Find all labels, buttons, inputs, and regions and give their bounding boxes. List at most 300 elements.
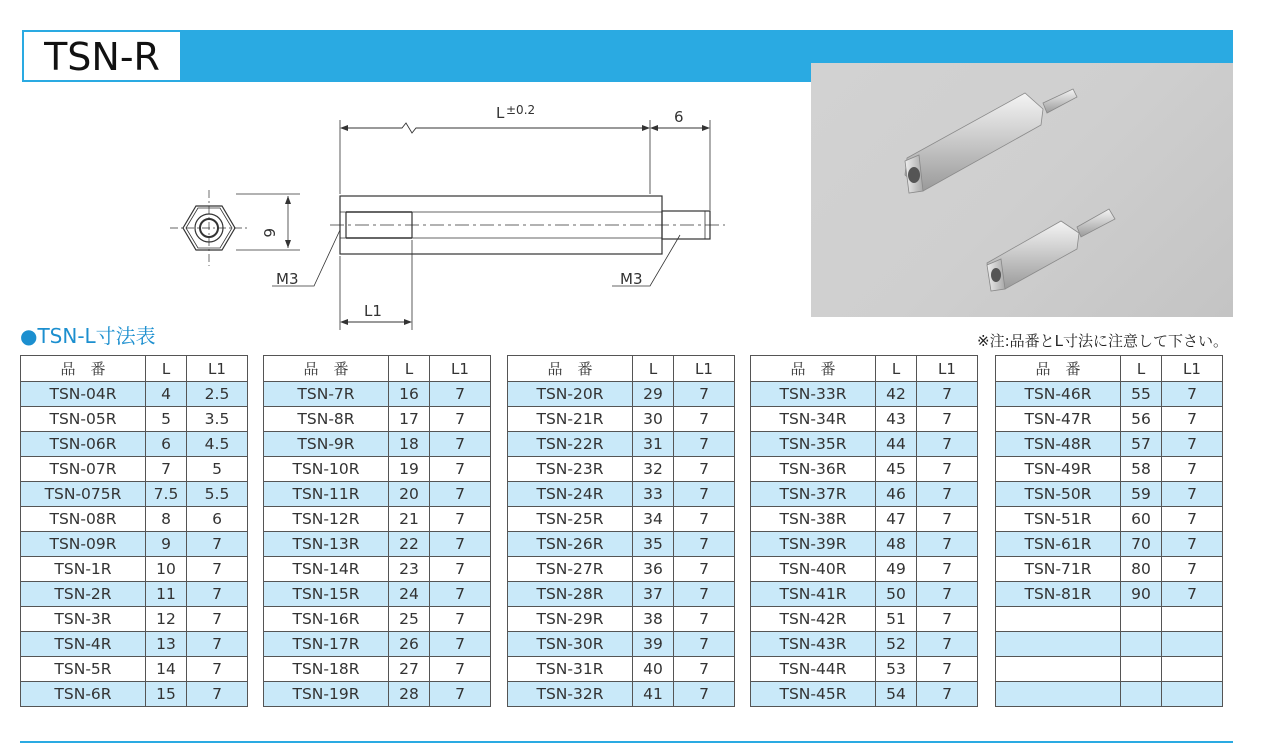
L-cell: 50: [876, 582, 917, 607]
L1-cell: [1162, 632, 1223, 657]
L1-cell: 7: [674, 432, 735, 457]
part-number-cell: TSN-61R: [996, 532, 1121, 557]
table-row: [751, 432, 978, 457]
part-number-cell: TSN-27R: [508, 557, 633, 582]
header-L1: L1: [674, 356, 735, 382]
part-number-cell: TSN-11R: [264, 482, 389, 507]
part-number-cell: TSN-36R: [751, 457, 876, 482]
m3-label-right: M3: [620, 270, 643, 288]
L1-cell: [1162, 682, 1223, 707]
part-number-cell: TSN-37R: [751, 482, 876, 507]
part-number-cell: TSN-12R: [264, 507, 389, 532]
part-number-cell: TSN-09R: [21, 532, 146, 557]
part-number-cell: TSN-7R: [264, 382, 389, 407]
L-cell: 53: [876, 657, 917, 682]
L1-cell: 7: [674, 482, 735, 507]
part-number-cell: TSN-17R: [264, 632, 389, 657]
table-header-row: [996, 356, 1223, 382]
table-row: [996, 682, 1223, 707]
part-number-cell: TSN-9R: [264, 432, 389, 457]
L-cell: 70: [1121, 532, 1162, 557]
L-cell: 12: [146, 607, 187, 632]
part-number-cell: TSN-20R: [508, 382, 633, 407]
L1-cell: 7: [917, 482, 978, 507]
table-row: [21, 632, 248, 657]
L-cell: 58: [1121, 457, 1162, 482]
L-cell: [1121, 657, 1162, 682]
part-number-cell: TSN-34R: [751, 407, 876, 432]
bottom-rule: [20, 741, 1233, 743]
L-cell: 14: [146, 657, 187, 682]
product-photo: [811, 63, 1233, 317]
part-number-cell: TSN-45R: [751, 682, 876, 707]
L1-cell: 7: [917, 507, 978, 532]
table-row: [264, 632, 491, 657]
L1-cell: 7: [430, 582, 491, 607]
part-number-cell: TSN-40R: [751, 557, 876, 582]
L1-cell: 7: [674, 457, 735, 482]
part-number-cell: TSN-18R: [264, 657, 389, 682]
header-L: L: [633, 356, 674, 382]
L1-cell: 5: [187, 457, 248, 482]
L1-cell: 7: [1162, 582, 1223, 607]
part-number-cell: [996, 607, 1121, 632]
L-cell: [1121, 682, 1162, 707]
table-row: [21, 457, 248, 482]
part-number-cell: TSN-22R: [508, 432, 633, 457]
L-cell: 13: [146, 632, 187, 657]
L1-cell: 6: [187, 507, 248, 532]
part-number-cell: TSN-13R: [264, 532, 389, 557]
L-cell: 57: [1121, 432, 1162, 457]
part-number-cell: TSN-33R: [751, 382, 876, 407]
L-cell: 30: [633, 407, 674, 432]
L-cell: 35: [633, 532, 674, 557]
part-number-cell: TSN-43R: [751, 632, 876, 657]
dim-label-L1: L1: [364, 302, 382, 320]
L1-cell: 7: [187, 607, 248, 632]
L1-cell: 7: [674, 682, 735, 707]
dim-label-6-side: 6: [260, 228, 278, 238]
table-row: [21, 682, 248, 707]
L-cell: 7: [146, 457, 187, 482]
dimension-table-5: [995, 355, 1223, 707]
L-cell: 46: [876, 482, 917, 507]
L1-cell: 7: [1162, 507, 1223, 532]
part-number-cell: TSN-24R: [508, 482, 633, 507]
section-heading: ●TSN-L寸法表: [20, 324, 156, 348]
L1-cell: 7: [430, 432, 491, 457]
table-row: [508, 532, 735, 557]
L1-cell: 7: [187, 632, 248, 657]
part-number-cell: TSN-26R: [508, 532, 633, 557]
table-row: [264, 457, 491, 482]
L-cell: 7.5: [146, 482, 187, 507]
header-L: L: [389, 356, 430, 382]
table-row: [264, 682, 491, 707]
caution-note: ※注:品番とL寸法に注意して下さい。: [977, 332, 1228, 350]
page-title: TSN-R: [22, 30, 182, 82]
table-row: [996, 482, 1223, 507]
spacer-large-image: [905, 89, 1077, 193]
table-row: [21, 432, 248, 457]
part-number-cell: TSN-28R: [508, 582, 633, 607]
part-number-cell: TSN-81R: [996, 582, 1121, 607]
table-row: [996, 507, 1223, 532]
table-row: [508, 657, 735, 682]
part-number-cell: TSN-44R: [751, 657, 876, 682]
dim-label-L: L: [496, 104, 505, 122]
table-row: [21, 382, 248, 407]
L-cell: 41: [633, 682, 674, 707]
L1-cell: [1162, 607, 1223, 632]
table-row: [21, 482, 248, 507]
dimension-table-1: [20, 355, 248, 707]
part-number-cell: TSN-10R: [264, 457, 389, 482]
L1-cell: 7: [430, 607, 491, 632]
table-row: [751, 682, 978, 707]
L1-cell: 7: [674, 582, 735, 607]
table-row: [508, 507, 735, 532]
L1-cell: 7: [430, 682, 491, 707]
table-row: [264, 482, 491, 507]
L-cell: 60: [1121, 507, 1162, 532]
table-row: [996, 557, 1223, 582]
L-cell: 34: [633, 507, 674, 532]
L-cell: 15: [146, 682, 187, 707]
table-row: [21, 657, 248, 682]
table-header-row: [508, 356, 735, 382]
header-L: L: [1121, 356, 1162, 382]
part-number-cell: TSN-6R: [21, 682, 146, 707]
L1-cell: 7: [917, 657, 978, 682]
part-number-cell: TSN-15R: [264, 582, 389, 607]
L1-cell: 7: [674, 607, 735, 632]
table-row: [264, 532, 491, 557]
L-cell: 40: [633, 657, 674, 682]
table-row: [996, 382, 1223, 407]
header-L1: L1: [917, 356, 978, 382]
L1-cell: 7: [917, 632, 978, 657]
part-number-cell: TSN-71R: [996, 557, 1121, 582]
L1-cell: 7: [674, 557, 735, 582]
dimension-drawing: [150, 100, 750, 340]
L-cell: 26: [389, 632, 430, 657]
header-L1: L1: [430, 356, 491, 382]
L1-cell: 7: [674, 407, 735, 432]
L1-cell: 7: [430, 457, 491, 482]
header-part-number: 品 番: [21, 356, 146, 382]
L-cell: 36: [633, 557, 674, 582]
L1-cell: 7: [430, 532, 491, 557]
L-cell: 6: [146, 432, 187, 457]
L-cell: 55: [1121, 382, 1162, 407]
table-row: [996, 657, 1223, 682]
part-number-cell: [996, 657, 1121, 682]
L1-cell: 7: [674, 382, 735, 407]
table-row: [508, 557, 735, 582]
L1-cell: 7: [917, 532, 978, 557]
L-cell: 27: [389, 657, 430, 682]
part-number-cell: TSN-08R: [21, 507, 146, 532]
L1-cell: 7: [1162, 407, 1223, 432]
part-number-cell: TSN-39R: [751, 532, 876, 557]
L-cell: 22: [389, 532, 430, 557]
part-number-cell: TSN-47R: [996, 407, 1121, 432]
part-number-cell: TSN-31R: [508, 657, 633, 682]
L-cell: 52: [876, 632, 917, 657]
L1-cell: 7: [187, 582, 248, 607]
table-row: [996, 532, 1223, 557]
L1-cell: 7: [674, 632, 735, 657]
table-row: [21, 407, 248, 432]
part-number-cell: TSN-14R: [264, 557, 389, 582]
part-number-cell: TSN-32R: [508, 682, 633, 707]
table-row: [508, 407, 735, 432]
table-row: [508, 682, 735, 707]
L-cell: 56: [1121, 407, 1162, 432]
table-header-row: [264, 356, 491, 382]
table-row: [996, 457, 1223, 482]
table-row: [508, 382, 735, 407]
part-number-cell: TSN-8R: [264, 407, 389, 432]
table-row: [21, 507, 248, 532]
L-cell: 32: [633, 457, 674, 482]
part-number-cell: TSN-21R: [508, 407, 633, 432]
part-number-cell: TSN-04R: [21, 382, 146, 407]
table-row: [508, 457, 735, 482]
table-row: [751, 607, 978, 632]
dim-label-6-top: 6: [674, 108, 684, 126]
L1-cell: [1162, 657, 1223, 682]
L-cell: 24: [389, 582, 430, 607]
part-number-cell: TSN-3R: [21, 607, 146, 632]
L-cell: 4: [146, 382, 187, 407]
L1-cell: 7: [430, 407, 491, 432]
table-row: [996, 432, 1223, 457]
dimension-table-2: [263, 355, 491, 707]
L-cell: 48: [876, 532, 917, 557]
L1-cell: 7: [1162, 482, 1223, 507]
L1-cell: 7: [917, 457, 978, 482]
L-cell: 51: [876, 607, 917, 632]
L1-cell: 7: [430, 632, 491, 657]
part-number-cell: TSN-06R: [21, 432, 146, 457]
part-number-cell: TSN-51R: [996, 507, 1121, 532]
L1-cell: 7: [1162, 432, 1223, 457]
header-L1: L1: [187, 356, 248, 382]
m3-label-left: M3: [276, 270, 299, 288]
table-row: [264, 507, 491, 532]
L1-cell: 2.5: [187, 382, 248, 407]
table-row: [264, 557, 491, 582]
table-row: [751, 382, 978, 407]
L1-cell: 4.5: [187, 432, 248, 457]
L1-cell: 7: [917, 432, 978, 457]
table-row: [996, 607, 1223, 632]
header-part-number: 品 番: [751, 356, 876, 382]
table-row: [508, 582, 735, 607]
table-row: [264, 407, 491, 432]
table-row: [996, 632, 1223, 657]
L1-cell: 7: [1162, 532, 1223, 557]
L-cell: 31: [633, 432, 674, 457]
table-row: [264, 582, 491, 607]
part-number-cell: TSN-19R: [264, 682, 389, 707]
part-number-cell: TSN-2R: [21, 582, 146, 607]
L-cell: 43: [876, 407, 917, 432]
L1-cell: 7: [430, 507, 491, 532]
part-number-cell: TSN-5R: [21, 657, 146, 682]
L1-cell: 7: [187, 557, 248, 582]
L1-cell: 7: [917, 582, 978, 607]
part-number-cell: TSN-23R: [508, 457, 633, 482]
part-number-cell: TSN-48R: [996, 432, 1121, 457]
L-cell: 37: [633, 582, 674, 607]
dim-label-tolerance: ±0.2: [506, 103, 536, 117]
table-row: [21, 532, 248, 557]
table-row: [751, 582, 978, 607]
table-row: [264, 432, 491, 457]
part-number-cell: TSN-1R: [21, 557, 146, 582]
L-cell: 42: [876, 382, 917, 407]
L1-cell: 7: [917, 682, 978, 707]
L1-cell: 7: [674, 507, 735, 532]
L-cell: 45: [876, 457, 917, 482]
header-L: L: [146, 356, 187, 382]
L-cell: 28: [389, 682, 430, 707]
part-number-cell: TSN-25R: [508, 507, 633, 532]
L1-cell: 7: [430, 482, 491, 507]
part-number-cell: TSN-46R: [996, 382, 1121, 407]
L-cell: 19: [389, 457, 430, 482]
dimension-table-4: [750, 355, 978, 707]
part-number-cell: TSN-50R: [996, 482, 1121, 507]
table-row: [21, 582, 248, 607]
table-row: [508, 482, 735, 507]
L-cell: 44: [876, 432, 917, 457]
L-cell: [1121, 607, 1162, 632]
dimension-table-3: [507, 355, 735, 707]
L1-cell: 7: [430, 557, 491, 582]
L1-cell: 7: [917, 382, 978, 407]
L-cell: [1121, 632, 1162, 657]
L-cell: 18: [389, 432, 430, 457]
header-part-number: 品 番: [508, 356, 633, 382]
L1-cell: 7: [917, 407, 978, 432]
part-number-cell: [996, 682, 1121, 707]
L1-cell: 7: [1162, 557, 1223, 582]
table-header-row: [751, 356, 978, 382]
header-L1: L1: [1162, 356, 1223, 382]
header-part-number: 品 番: [264, 356, 389, 382]
L1-cell: 7: [917, 557, 978, 582]
table-row: [751, 457, 978, 482]
L-cell: 54: [876, 682, 917, 707]
part-number-cell: TSN-42R: [751, 607, 876, 632]
part-number-cell: TSN-41R: [751, 582, 876, 607]
part-number-cell: [996, 632, 1121, 657]
table-row: [508, 432, 735, 457]
table-row: [751, 657, 978, 682]
L1-cell: 7: [674, 532, 735, 557]
part-number-cell: TSN-29R: [508, 607, 633, 632]
L1-cell: 7: [917, 607, 978, 632]
part-number-cell: TSN-075R: [21, 482, 146, 507]
table-row: [508, 607, 735, 632]
L-cell: 33: [633, 482, 674, 507]
spacer-small-image: [987, 209, 1115, 291]
L-cell: 10: [146, 557, 187, 582]
table-row: [751, 482, 978, 507]
L1-cell: 7: [430, 382, 491, 407]
table-row: [996, 407, 1223, 432]
table-row: [996, 582, 1223, 607]
L1-cell: 7: [1162, 457, 1223, 482]
table-row: [508, 632, 735, 657]
part-number-cell: TSN-05R: [21, 407, 146, 432]
header-part-number: 品 番: [996, 356, 1121, 382]
L-cell: 80: [1121, 557, 1162, 582]
table-row: [751, 532, 978, 557]
table-row: [751, 557, 978, 582]
table-row: [751, 407, 978, 432]
table-header-row: [21, 356, 248, 382]
L-cell: 29: [633, 382, 674, 407]
L-cell: 20: [389, 482, 430, 507]
table-row: [751, 632, 978, 657]
L-cell: 49: [876, 557, 917, 582]
L-cell: 8: [146, 507, 187, 532]
part-number-cell: TSN-38R: [751, 507, 876, 532]
part-number-cell: TSN-07R: [21, 457, 146, 482]
table-row: [751, 507, 978, 532]
L1-cell: 7: [187, 682, 248, 707]
L1-cell: 5.5: [187, 482, 248, 507]
L-cell: 47: [876, 507, 917, 532]
L-cell: 16: [389, 382, 430, 407]
L-cell: 21: [389, 507, 430, 532]
table-row: [21, 557, 248, 582]
L1-cell: 7: [1162, 382, 1223, 407]
L1-cell: 7: [674, 657, 735, 682]
L1-cell: 7: [187, 657, 248, 682]
part-number-cell: TSN-35R: [751, 432, 876, 457]
L-cell: 38: [633, 607, 674, 632]
table-row: [264, 657, 491, 682]
L-cell: 39: [633, 632, 674, 657]
L-cell: 5: [146, 407, 187, 432]
header-L: L: [876, 356, 917, 382]
L-cell: 17: [389, 407, 430, 432]
table-row: [264, 607, 491, 632]
L-cell: 9: [146, 532, 187, 557]
table-row: [264, 382, 491, 407]
L-cell: 59: [1121, 482, 1162, 507]
part-number-cell: TSN-4R: [21, 632, 146, 657]
L-cell: 25: [389, 607, 430, 632]
L-cell: 23: [389, 557, 430, 582]
L1-cell: 7: [187, 532, 248, 557]
part-number-cell: TSN-30R: [508, 632, 633, 657]
L1-cell: 3.5: [187, 407, 248, 432]
L1-cell: 7: [430, 657, 491, 682]
part-number-cell: TSN-49R: [996, 457, 1121, 482]
L-cell: 90: [1121, 582, 1162, 607]
part-number-cell: TSN-16R: [264, 607, 389, 632]
table-row: [21, 607, 248, 632]
L-cell: 11: [146, 582, 187, 607]
